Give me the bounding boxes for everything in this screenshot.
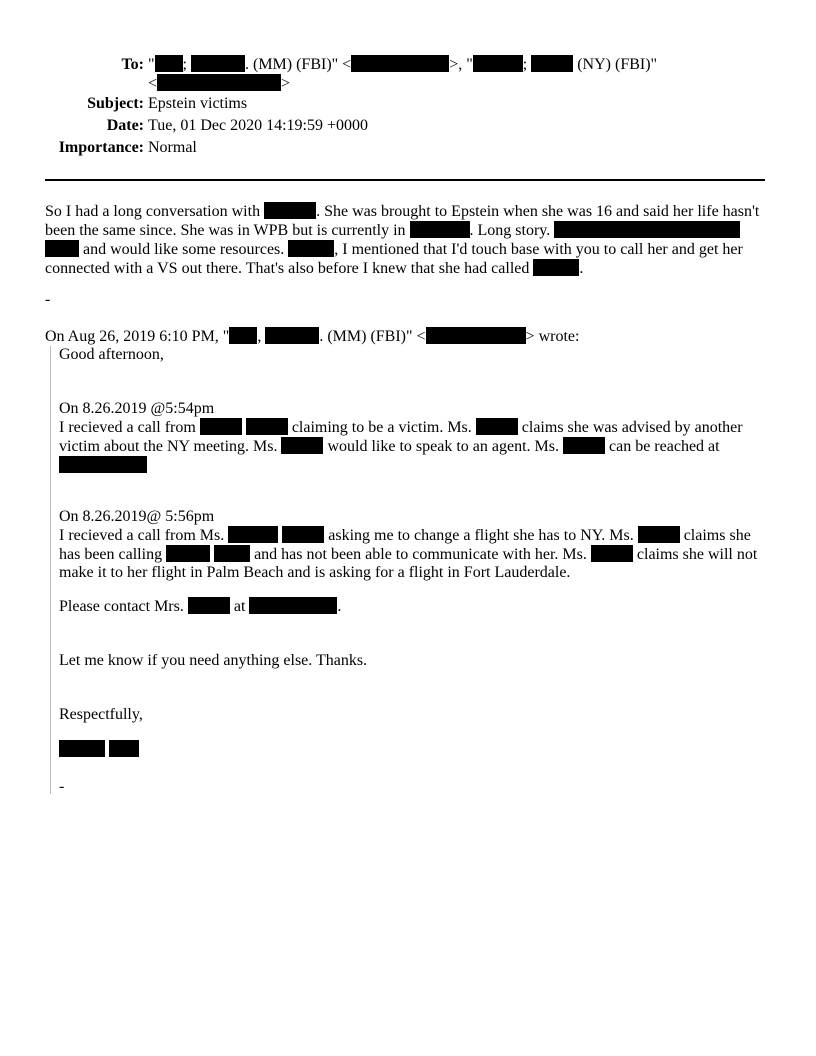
redaction-block	[166, 545, 210, 562]
quote-bar	[50, 346, 51, 794]
to-label: To:	[121, 56, 144, 73]
header-divider	[45, 179, 765, 181]
date-value: Tue, 01 Dec 2020 14:19:59 +0000	[148, 117, 368, 134]
redaction-block	[410, 221, 470, 238]
quote-entry-1: On 8.26.2019 @5:54pm I recieved a call from claiming to be a victim. Ms. claims she was advised by another victim about the NY meeting. Ms. would like to speak to an agent. Ms. can be reached at	[59, 400, 771, 475]
redaction-block	[288, 240, 334, 257]
redaction-block	[214, 545, 250, 562]
redaction-block	[59, 456, 147, 473]
quote-separator: -	[59, 778, 65, 795]
redaction-block	[531, 55, 573, 72]
redaction-block	[351, 55, 449, 72]
redaction-block	[229, 327, 257, 344]
quote-signoff: Respectfully,	[59, 706, 143, 723]
date-label: Date:	[106, 117, 144, 134]
redaction-block	[237, 55, 245, 72]
redaction-block	[476, 418, 518, 435]
redaction-block	[473, 55, 523, 72]
redaction-block	[228, 526, 278, 543]
to-value: " ; . (MM) (FBI)" < >, " ; (NY) (FBI)"	[148, 56, 658, 73]
quote-closing: Let me know if you need anything else. Thanks.	[59, 652, 368, 669]
quote-greeting: Good afternoon,	[59, 346, 164, 363]
subject-value: Epstein victims	[148, 95, 248, 112]
redaction-block	[200, 418, 242, 435]
redaction-block	[282, 526, 324, 543]
signature-separator: -	[45, 291, 51, 308]
redaction-block	[191, 55, 237, 72]
quote-entry-2: On 8.26.2019@ 5:56pm I recieved a call from Ms. asking me to change a flight she has to NY. Ms. claims she has been calling and has not been able to communicate with her. Ms. claims she will not make it to her flight in Palm Beach and is asking for a flight in Fort Lauderdale.	[59, 508, 758, 581]
redaction-block	[281, 437, 323, 454]
message-body: So I had a long conversation with . She was brought to Epstein when she was 16 and said her life hasn't been the same since. She was in WPB but is currently in . Long story. and would like some resources. , I mentioned that I'd touch base with you to call her and get her connected with a VS out there. That's also before I knew that she had called .	[45, 203, 760, 277]
redaction-block	[59, 740, 105, 757]
redaction-block	[533, 259, 579, 276]
redaction-block	[155, 55, 183, 72]
redaction-block	[188, 597, 230, 614]
redaction-block	[249, 597, 337, 614]
redaction-block	[109, 740, 139, 757]
quote-contact-line: Please contact Mrs. at .	[59, 598, 342, 615]
importance-label: Importance:	[58, 139, 144, 156]
redaction-block	[426, 327, 526, 344]
quote-attribution: On Aug 26, 2019 6:10 PM, " , . (MM) (FBI)" < > wrote:	[45, 328, 580, 345]
quote-signature	[59, 740, 771, 759]
entry-2-time: On 8.26.2019@ 5:56pm	[59, 508, 215, 525]
redaction-block	[246, 418, 288, 435]
redaction-block	[157, 74, 281, 91]
redaction-block	[265, 327, 311, 344]
redaction-block	[554, 221, 740, 238]
redaction-block	[591, 545, 633, 562]
entry-1-time: On 8.26.2019 @5:54pm	[59, 400, 215, 417]
importance-value: Normal	[148, 139, 197, 156]
redaction-block	[563, 437, 605, 454]
redaction-block	[264, 202, 316, 219]
redaction-block	[45, 240, 79, 257]
redaction-block	[638, 526, 680, 543]
subject-label: Subject:	[87, 95, 144, 112]
to-value-line2: < >	[148, 75, 291, 92]
